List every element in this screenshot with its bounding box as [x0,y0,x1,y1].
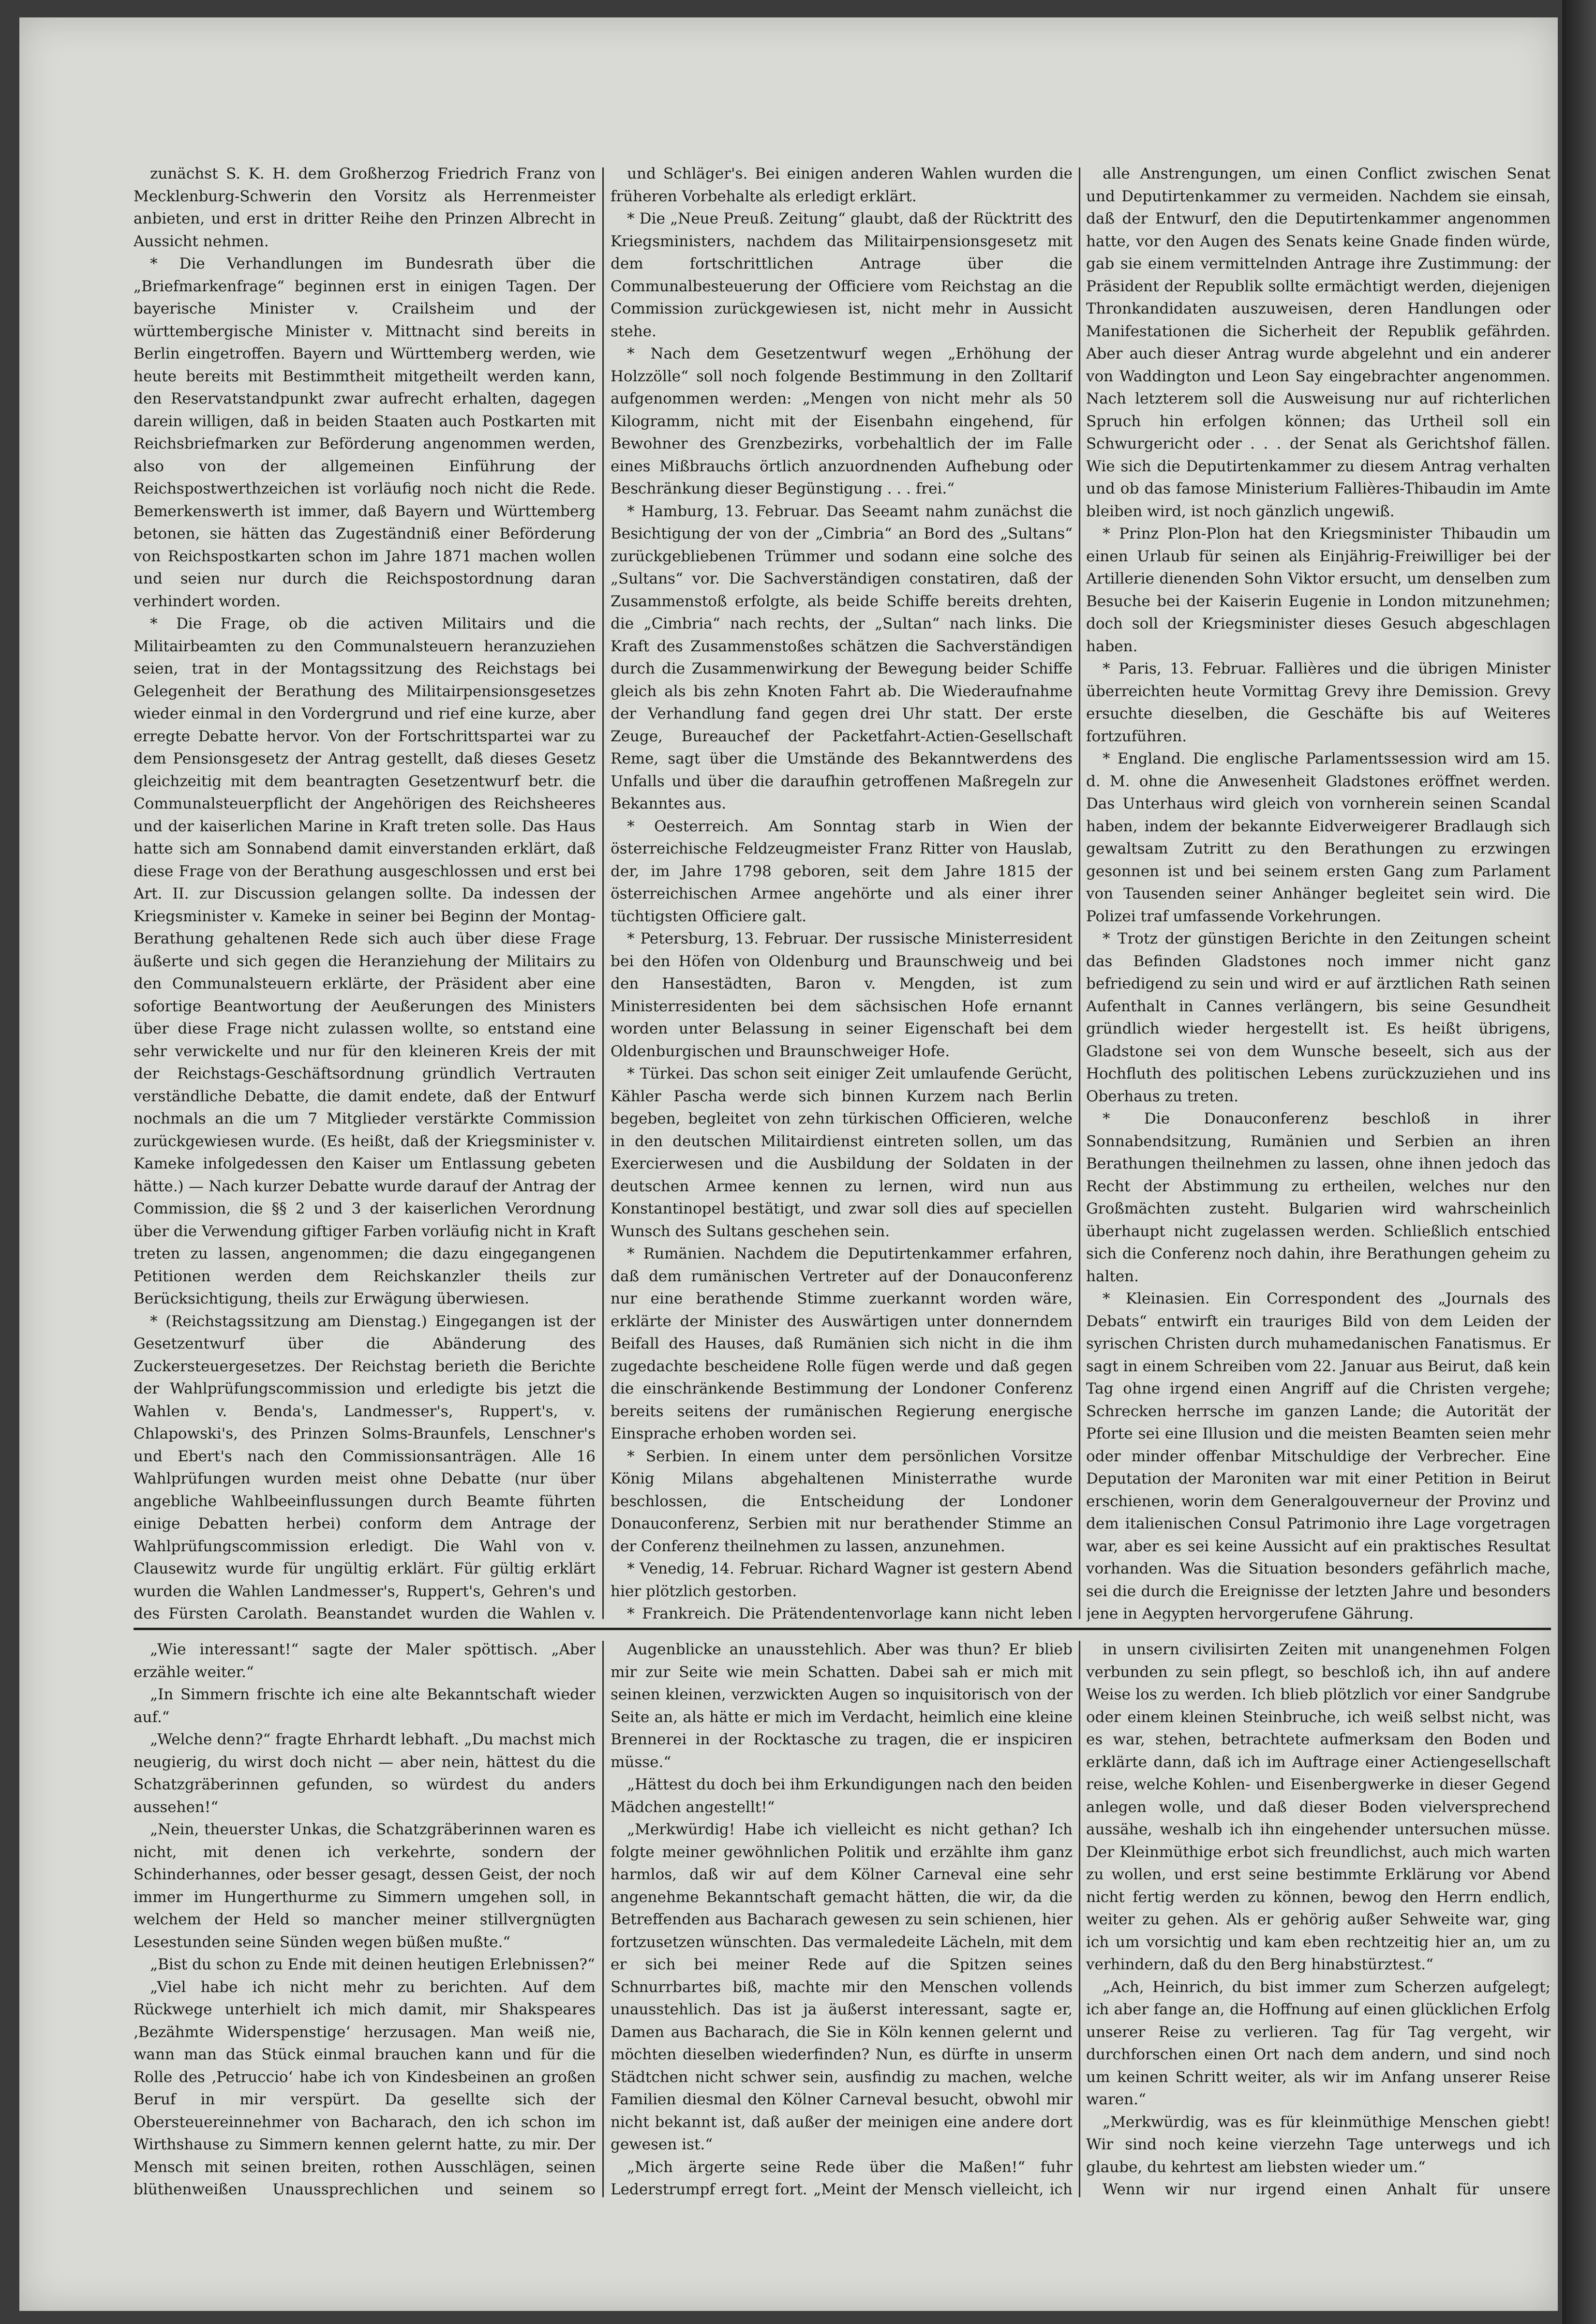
feuilleton-paragraph: „Viel habe ich nicht mehr zu berichten. Auf dem Rückwege unterhielt ich mich damit, mir Shakspeares ‚Bezähmte Widerspenstige‘ herzusagen. Man weiß nie, wann man das Stück einmal brauchen kann und für die Rolle des ‚Petruccio‘ habe ich von Kindesbeinen an großen Beruf in mir verspürt. Da gesellte sich der Obersteuereinnehmer von Bacharach, den ich schon im Wirthshause zu Simmern kennen gelernt hatte, zu mir. Der Mensch mit seinen breiten, rothen Ausschlägen, seinen blüthenweißen Unaussprechlichen und seinem so [134,1978,596,2198]
feuilleton-paragraph: „Nein, theuerster Unkas, die Schatzgräberinnen waren es nicht, mit denen ich verkehrte, sondern der Schinderhannes, oder besser gesagt, dessen Geist, der noch immer im Hungerthurme zu Simmern umgehen soll, in welchem der Held so mancher meiner stillvergnügten Lesestunden seine Sünden wegen büßen mußte.“ [134,1821,596,1951]
news-paragraph: * Rumänien. Nachdem die Deputirtenkammer erfahren, daß dem rumänischen Vertreter auf der Donauconferenz nur eine berathende Stimme zuerkannt worden wäre, erklärte der Minister des Auswärtigen unter donnerndem Beifall des Hauses, daß Rumänien sich nicht in die ihm zugedachte bescheidene Rolle fügen werde und daß gegen die einschränkende Bestimmung der Londoner Conferenz bereits seitens der rumänischen Regierung energische Einsprache erhoben worden sei. [611,1245,1073,1442]
news-paragraph: zunächst S. K. H. dem Großherzog Friedrich Franz von Mecklenburg-Schwerin den Vorsitz als Herrenmeister anbieten, und erst in dritter Reihe den Prinzen Albrecht in Aussicht nehmen. [134,165,596,250]
news-paragraph: * Türkei. Das schon seit einiger Zeit umlaufende Gerücht, Kähler Pascha werde sich binnen Kurzem nach Berlin begeben, begleitet von zehn türkischen Officieren, welche in den deutschen Militairdienst eintreten sollen, um das Exercierwesen und die Ausbildung der Soldaten in der deutschen Armee kennen zu lernen, wird nun aus Konstantinopel bestätigt, und zwar soll dies auf speciellen Wunsch des Sultans geschehen sein. [611,1065,1073,1240]
news-paragraph: * Kleinasien. Ein Correspondent des „Journals des Debats“ entwirft ein trauriges Bild von dem Leiden der syrischen Christen durch muhamedanischen Fanatismus. Er sagt in einem Schreiben vom 22. Januar aus Beirut, daß kein Tag ohne irgend einen Angriff auf die Christen vergehe; Schrecken herrsche im ganzen Lande; die Autorität der Pforte sei eine Illusion und die meisten Beamten seien mehr oder minder offenbar Mitschuldige der Verbrecher. Eine Deputation der Maroniten war mit einer Petition in Beirut erschienen, worin dem Generalgouverneur der Provinz und dem italienischen Consul Patrimonio ihre Lage vorgetragen war, aber es sei keine Aussicht auf ein praktisches Resultat vorhanden. Was die Situation besonders gefährlich mache, sei die durch die Ereignisse der letzten Jahre und besonders jene in Aegypten hervorgerufene Gährung. [1086,1290,1551,1621]
feuilleton-paragraph: Wenn wir nur irgend einen Anhalt für unsere [1103,2181,1551,2198]
news-paragraph: * Die Verhandlungen im Bundesrath über die „Briefmarkenfrage“ beginnen erst in einigen Tagen. Der bayerische Minister v. Crailsheim und der württembergische Minister v. Mittnacht sind bereits in Berlin eingetroffen. Bayern und Württemberg werden, wie heute bereits mit Bestimmtheit mitgetheilt werden kann, den Reservatstandpunkt zwar aufrecht erhalten, dagegen darein willigen, daß in beiden Staaten auch Postkarten mit Reichsbriefmarken zur Beförderung angenommen werden, also von der allgemeinen Einführung der Reichspostwerthzeichen ist vorläufig noch nicht die Rede. Bemerkenswerth ist immer, daß Bayern und Württemberg betonen, sie hätten das Zugeständniß einer Beförderung von Reichspostkarten schon im Jahre 1871 machen wollen und seien nur durch die Reichspostordnung daran verhindert worden. [134,255,596,610]
feuilleton-paragraph: „Merkwürdig, was es für kleinmüthige Menschen giebt! Wir sind noch keine vierzehn Tage unterwegs und ich glaube, du kehrtest am liebsten wieder um.“ [1086,2113,1551,2176]
feuilleton-column-1 [134,1638,596,2202]
news-paragraph: * Petersburg, 13. Februar. Der russische Ministerresident bei den Höfen von Oldenburg und Braunschweig und bei den Hansestädten, Baron v. Mengden, ist zum Ministerresidenten bei dem sächsischen Hofe ernannt worden unter Belassung in seiner Eigenschaft bei dem Oldenburgischen und Braunschweiger Hofe. [611,930,1073,1060]
feuilleton-paragraph: Augenblicke an unausstehlich. Aber was thun? Er blieb mir zur Seite wie mein Schatten. Dabei sah er mich mit seinen kleinen, verzwickten Augen so inquisitorisch von der Seite an, als hätte er mich im Verdacht, heimlich eine kleine Brennerei in der Rocktasche zu tragen, die er inspiciren müsse.“ [611,1641,1073,1771]
feuilleton-paragraph: „Welche denn?“ fragte Ehrhardt lebhaft. „Du machst mich neugierig, du wirst doch nicht — aber nein, hättest du die Schatzgräberinnen gefunden, so würdest du anders aussehen!“ [134,1731,596,1816]
news-column-1 [134,163,596,1621]
news-paragraph: * Venedig, 14. Februar. Richard Wagner ist gestern Abend hier plötzlich gestorben. [611,1560,1073,1600]
news-column-2 [611,163,1073,1621]
feuilleton-paragraph: „Bist du schon zu Ende mit deinen heutigen Erlebnissen?“ [150,1956,595,1973]
column-rule [1079,167,1080,1619]
news-paragraph: * Paris, 13. Februar. Fallières und die übrigen Minister überreichten heute Vormittag Grevy ihre Demission. Grevy ersuchte dieselben, die Geschäfte bis auf Weiteres fortzuführen. [1086,660,1551,745]
news-paragraph: * Die „Neue Preuß. Zeitung“ glaubt, daß der Rücktritt des Kriegsministers, nachdem das Militairpensionsgesetz mit dem fortschrittlichen Antrage über die Communalbesteuerung der Officiere vom Reichstag an die Commission zurückgewiesen ist, nicht mehr in Aussicht stehe. [611,210,1073,340]
column-rule [602,167,604,1619]
column-rule [602,1641,604,2197]
feuilleton-column-3 [1086,1638,1551,2202]
news-paragraph: alle Anstrengungen, um einen Conflict zwischen Senat und Deputirtenkammer zu vermeiden. Nachdem sie einsah, daß der Entwurf, den die Deputirtenkammer angenommen hatte, vor den Augen des Senats keine Gnade finden würde, gab sie einem vermittelnden Antrage ihre Zustimmung: der Präsident der Republik sollte ermächtigt werden, diejenigen Thronkandidaten auszuweisen, deren Handlungen oder Manifestationen die Sicherheit der Republik gefährden. Aber auch dieser Antrag wurde abgelehnt und ein anderer von Waddington und Leon Say eingebrachter angenommen. Nach letzterem soll die Ausweisung nur auf richterlichen Spruch hin erfolgen können; das Urtheil soll ein Schwurgericht oder . . . der Senat als Gerichtshof fällen. Wie sich die Deputirtenkammer zu diesem Antrag verhalten und ob das famose Ministerium Fallières-Thibaudin im Amte bleiben wird, ist noch gänzlich ungewiß. [1086,165,1551,520]
feuilleton-divider [134,1628,1551,1630]
feuilleton-column-2 [611,1638,1073,2202]
news-paragraph: * Die Frage, ob die activen Militairs und die Militairbeamten zu den Communalsteuern heranzuziehen seien, trat in der Montagssitzung des Reichstags bei Gelegenheit der Berathung des Militairpensionsgesetzes wieder einmal in den Vordergrund und rief eine kurze, aber erregte Debatte hervor. Von der Fortschrittspartei war zu dem Pensionsgesetz der Antrag gestellt, daß dieses Gesetz gleichzeitig mit dem beantragten Gesetzentwurf betr. die Communalsteuerpflicht der Angehörigen des Reichsheeres und der kaiserlichen Marine in Kraft treten solle. Das Haus hatte sich am Sonnabend damit einverstanden erklärt, daß diese Frage von der Berathung ausgeschlossen und erst bei Art. II. zur Discussion gelangen sollte. Da indessen der Kriegsminister v. Kameke in seiner bei Beginn der Montag-Berathung gehaltenen Rede sich auch über diese Frage äußerte und sich gegen die Heranziehung der Militairs zu den Communalsteuern erklärte, der Präsident aber eine sofortige Beantwortung der Aeußerungen des Ministers über diese Frage nicht zulassen wollte, so entstand eine sehr verwickelte und nur für den kleineren Kreis der mit der Reichstags-Geschäftsordnung gründlich Vertrauten verständliche Debatte, die damit endete, daß der Entwurf nochmals an die um 7 Mitglieder verstärkte Commission zurückgewiesen wurde. (Es heißt, daß der Kriegsminister v. Kameke infolgedessen den Kaiser um Entlassung gebeten hätte.) — Nach kurzer Debatte wurde darauf der Antrag der Commission, die §§ 2 und 3 der kaiserlichen Verordnung über die Verwendung giftiger Farben vorläufig nicht in Kraft treten zu lassen, angenommen; die dazu eingegangenen Petitionen werden dem Reichskanzler theils zur Berücksichtigung, theils zur Erwägung überwiesen. [134,615,596,1307]
news-paragraph: * Nach dem Gesetzentwurf wegen „Erhöhung der Holzzölle“ soll noch folgende Bestimmung in den Zolltarif aufgenommen werden: „Mengen von nicht mehr als 50 Kilogramm, nicht mit der Eisenbahn eingehend, für Bewohner des Grenzbezirks, vorbehaltlich der im Falle eines Mißbrauchs örtlich anzuordnenden Aufhebung oder Beschränkung dieser Begünstigung . . . frei.“ [611,345,1073,497]
feuilleton-paragraph: „Ach, Heinrich, du bist immer zum Scherzen aufgelegt; ich aber fange an, die Hoffnung auf einen glücklichen Erfolg unserer Reise zu verlieren. Tag für Tag vergeht, wir durchforschen einen Ort nach dem andern, und sind noch um keinen Schritt weiter, als wir im Anfang unserer Reise waren.“ [1086,1978,1551,2108]
feuilleton-paragraph: „Hättest du doch bei ihm Erkundigungen nach den beiden Mädchen angestellt!“ [611,1776,1073,1816]
feuilleton-paragraph: in unsern civilisirten Zeiten mit unangenehmen Folgen verbunden zu sein pflegt, so beschloß ich, ihn auf andere Weise los zu werden. Ich blieb plötzlich vor einer Sandgrube oder einem kleinen Steinbruche, ich weiß selbst nicht, was es war, stehen, betrachtete aufmerksam den Boden und erklärte dann, daß ich im Auftrage einer Actiengesellschaft reise, welche Kohlen- und Eisenbergwerke in dieser Gegend anlegen wolle, und daß dieser Boden vielversprechend aussähe, weshalb ich ihn eingehender untersuchen müsse. Der Kleinmüthige erbot sich freundlichst, auch mich warten zu wollen, und erst seine bestimmte Erklärung vor Abend nicht fertig werden zu können, bewog den Herrn endlich, weiter zu gehen. Als er gehörig außer Sehweite war, ging ich um vorsichtig und kam eben rechtzeitig hier an, um zu verhindern, daß du den Berg hinabstürztest.“ [1086,1641,1551,1973]
feuilleton-paragraph: „Mich ärgerte seine Rede über die Maßen!“ fuhr Lederstrumpf erregt fort. „Meint der Mensch vielleicht, ich [611,2158,1073,2198]
feuilleton-paragraph: „Wie interessant!“ sagte der Maler spöttisch. „Aber erzähle weiter.“ [134,1641,596,1681]
news-paragraph: * Trotz der günstigen Berichte in den Zeitungen scheint das Befinden Gladstones noch immer nicht ganz befriedigend zu sein und wird er auf ärztlichen Rath seinen Aufenthalt in Cannes verlängern, bis seine Gesundheit gründlich wieder hergestellt ist. Es heißt übrigens, Gladstone sei von dem Wunsche beseelt, sich aus der Hochfluth des politischen Lebens zurückzuziehen und ins Oberhaus zu treten. [1086,930,1551,1105]
news-paragraph: und Schläger's. Bei einigen anderen Wahlen wurden die früheren Vorbehalte als erledigt erklärt. [611,165,1073,205]
newspaper-page [19,17,1558,2311]
news-paragraph: * (Reichstagssitzung am Dienstag.) Eingegangen ist der Gesetzentwurf über die Abänderung des Zuckersteuergesetzes. Der Reichstag berieth die Berichte der Wahlprüfungscommission und erledigte bis jetzt die Wahlen v. Benda's, Landmesser's, Ruppert's, v. Chlapowski's, des Prinzen Solms-Braunfels, Lenschner's und Ebert's nach den Commissionsanträgen. Alle 16 Wahlprüfungen wurden meist ohne Debatte (nur über angebliche Wahlbeeinflussungen durch Beamte führten einige Debatten herbei) conform dem Antrage der Wahlprüfungscommission erledigt. Die Wahl von v. Clausewitz wurde für ungültig erklärt. Für gültig erklärt wurden die Wahlen Landmesser's, Ruppert's, Gehren's und des Fürsten Carolath. Beanstandet wurden die Wahlen v. [134,1312,596,1621]
feuilleton-paragraph: „Merkwürdig! Habe ich vielleicht es nicht gethan? Ich folgte meiner gewöhnlichen Politik und erzählte ihm ganz harmlos, daß wir auf dem Kölner Carneval eine sehr angenehme Bekanntschaft gemacht hätten, die wir, da die Betreffenden aus Bacharach gewesen zu sein schienen, hier fortzusetzen wünschten. Das vermaledeite Lächeln, mit dem er sich bei meiner Rede auf die Spitzen seines Schnurrbartes biß, machte mir den Menschen vollends unausstehlich. Das ist ja äußerst interessant, sagte er, Damen aus Bacharach, die Sie in Köln kennen gelernt und möchten dieselben wiederfinden? Nun, es dürfte in unserm Städtchen nicht schwer sein, ausfindig zu machen, welche Familien diesmal den Kölner Carneval besucht, obwohl mir nicht bekannt ist, daß außer der meinigen eine andere dort gewesen ist.“ [611,1821,1073,2153]
news-paragraph: * Serbien. In einem unter dem persönlichen Vorsitze König Milans abgehaltenen Ministerrathe wurde beschlossen, die Entscheidung der Londoner Donauconferenz, Serbien mit nur berathender Stimme an der Conferenz theilnehmen zu lassen, anzunehmen. [611,1447,1073,1555]
news-column-3 [1086,163,1551,1621]
feuilleton-paragraph: „In Simmern frischte ich eine alte Bekanntschaft wieder auf.“ [134,1686,596,1726]
news-paragraph: * England. Die englische Parlamentssession wird am 15. d. M. ohne die Anwesenheit Gladstones eröffnet werden. Das Unterhaus wird gleich von vornherein seinen Scandal haben, indem der bekannte Eidverweigerer Bradlaugh sich gewaltsam Zutritt zu den Berathungen zu erzwingen gesonnen ist und bei seinem ersten Gang zum Parlament von Tausenden seiner Anhänger begleitet sein wird. Die Polizei traf umfassende Vorkehrungen. [1086,750,1551,925]
news-paragraph: * Prinz Plon-Plon hat den Kriegsminister Thibaudin um einen Urlaub für seinen als Einjährig-Freiwilliger bei der Artillerie dienenden Sohn Viktor ersucht, um denselben zum Besuche bei der Kaiserin Eugenie in London mitzunehmen; doch soll der Kriegsminister dieses Gesuch abgeschlagen haben. [1086,525,1551,655]
page-binding-edge [1562,0,1596,2324]
news-paragraph: * Hamburg, 13. Februar. Das Seeamt nahm zunächst die Besichtigung der von der „Cimbria“ an Bord des „Sultans“ zurückgebliebenen Trümmer und sodann eine solche des „Sultans“ vor. Die Sachverständigen constatiren, daß der Zusammenstoß erfolgte, als beide Schiffe bereits drehten, die „Cimbria“ nach rechts, der „Sultan“ nach links. Die Kraft des Zusammenstoßes schätzen die Sachverständigen durch die Zusammenwirkung der Bewegung beider Schiffe gleich als bis zehn Knoten Fahrt ab. Die Wiederaufnahme der Verhandlung fand gegen drei Uhr statt. Der erste Zeuge, Bureauchef der Packetfahrt-Actien-Gesellschaft Reme, sagt über die Umstände des Bekanntwerdens des Unfalls und über die daraufhin getroffenen Maßregeln zur Bekanntes aus. [611,502,1073,812]
news-paragraph: * Oesterreich. Am Sonntag starb in Wien der österreichische Feldzeugmeister Franz Ritter von Hauslab, der, im Jahre 1798 geboren, seit dem Jahre 1815 der österreichischen Armee angehörte und als einer ihrer tüchtigsten Officiere galt. [611,817,1073,925]
column-rule [1079,1641,1080,2197]
news-paragraph: * Frankreich. Die Prätendentenvorlage kann nicht leben [627,1605,1073,1621]
news-paragraph: * Die Donauconferenz beschloß in ihrer Sonnabendsitzung, Rumänien und Serbien an ihren Berathungen theilnehmen zu lassen, ohne ihnen jedoch das Recht der Abstimmung zu ertheilen, welches nur den Großmächten zusteht. Bulgarien wird wahrscheinlich überhaupt nicht zugelassen werden. Schließlich entschied sich die Conferenz noch dahin, ihre Berathungen geheim zu halten. [1086,1110,1551,1285]
